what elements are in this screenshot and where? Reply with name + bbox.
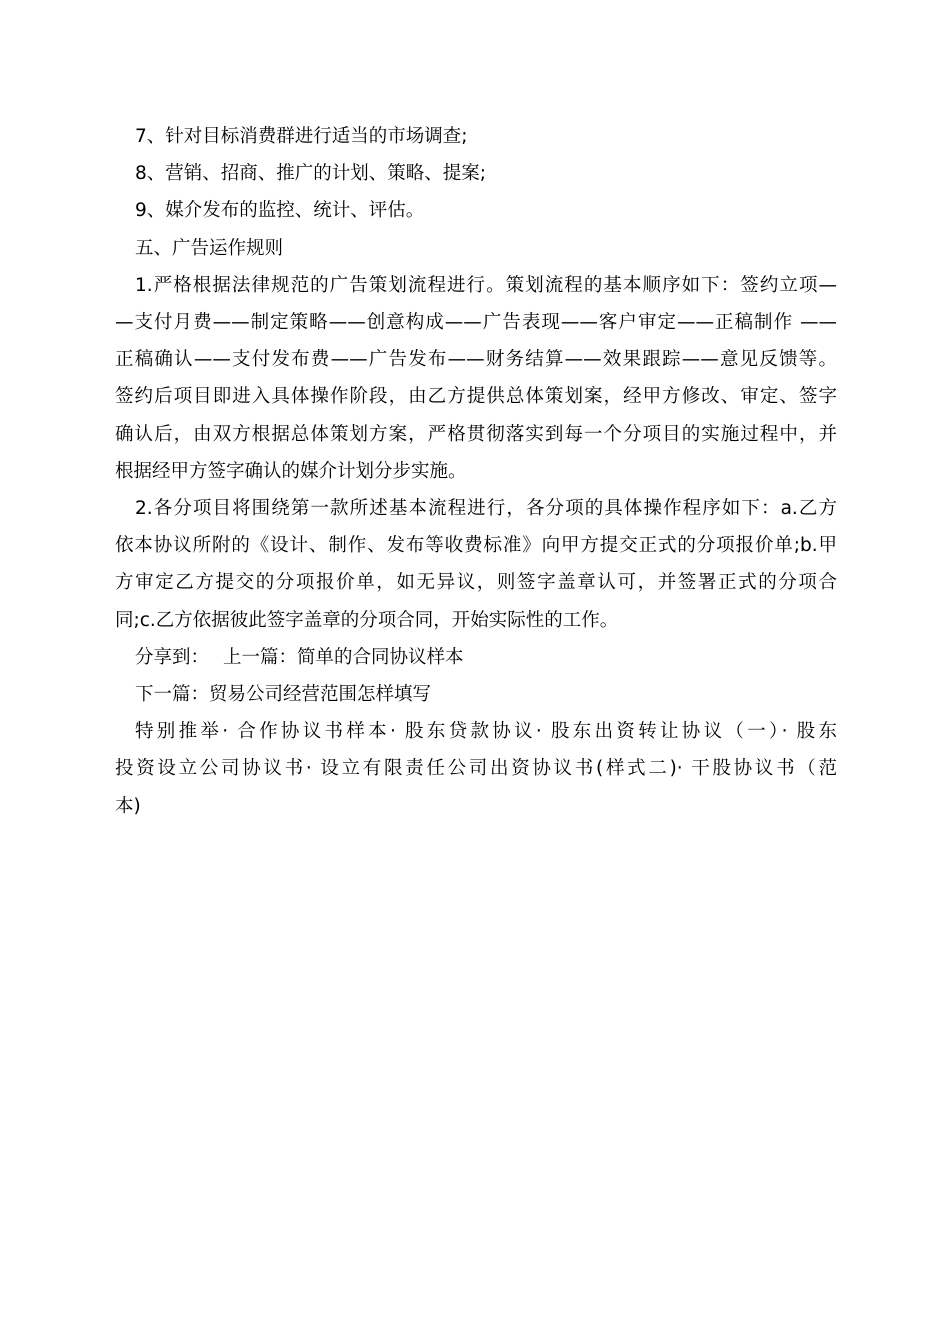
list-item: 9、媒介发布的监控、统计、评估。: [135, 200, 425, 222]
list-item: 8、营销、招商、推广的计划、策略、提案;: [135, 163, 487, 185]
share-label: 分享到：: [135, 646, 210, 668]
paragraph-line: 确认后，由双方根据总体策划方案，严格贯彻落实到每一个分项目的实施过程中，并: [115, 423, 837, 445]
paragraph-line: 同;c.乙方依据彼此签字盖章的分项合同，开始实际性的工作。: [115, 609, 619, 631]
recommend-line[interactable]: 投资设立公司协议书· 设立有限责任公司出资协议书(样式二)· 干股协议书（范: [115, 758, 837, 780]
paragraph-line: 1.严格根据法律规范的广告策划流程进行。策划流程的基本顺序如下：签约立项—: [135, 274, 837, 296]
recommend-line[interactable]: 特别推举· 合作协议书样本· 股东贷款协议· 股东出资转让协议（一）· 股东: [135, 721, 837, 743]
paragraph-line: 方审定乙方提交的分项报价单，如无异议，则签字盖章认可，并签署正式的分项合: [115, 572, 837, 594]
section-heading: 五、广告运作规则: [135, 237, 284, 259]
paragraph-line: 根据经甲方签字确认的媒介计划分步实施。: [115, 460, 467, 482]
share-row: [115, 639, 837, 676]
document-page: [115, 118, 837, 825]
paragraph-2: [115, 490, 837, 639]
next-article-link[interactable]: 下一篇：贸易公司经营范围怎样填写: [135, 684, 432, 706]
list-item: 7、针对目标消费群进行适当的市场调查;: [135, 126, 468, 147]
paragraph-line: 依本协议所附的《设计、制作、发布等收费标准》向甲方提交正式的分项报价单;b.甲: [115, 535, 837, 557]
paragraph-line: 2.各分项目将围绕第一款所述基本流程进行，各分项的具体操作程序如下：a.乙方: [135, 498, 837, 520]
paragraph-line: —支付月费——制定策略——创意构成——广告表现——客户审定——正稿制作 ——: [115, 312, 837, 334]
recommend-line[interactable]: 本): [115, 795, 141, 817]
paragraph-line: 正稿确认——支付发布费——广告发布——财务结算——效果跟踪——意见反馈等。: [115, 349, 837, 371]
recommend-block: [115, 713, 837, 825]
paragraph-1: [115, 267, 837, 490]
prev-article-link[interactable]: 上一篇：简单的合同协议样本: [223, 646, 464, 668]
paragraph-line: 签约后项目即进入具体操作阶段，由乙方提供总体策划案，经甲方修改、审定、签字: [115, 386, 837, 408]
